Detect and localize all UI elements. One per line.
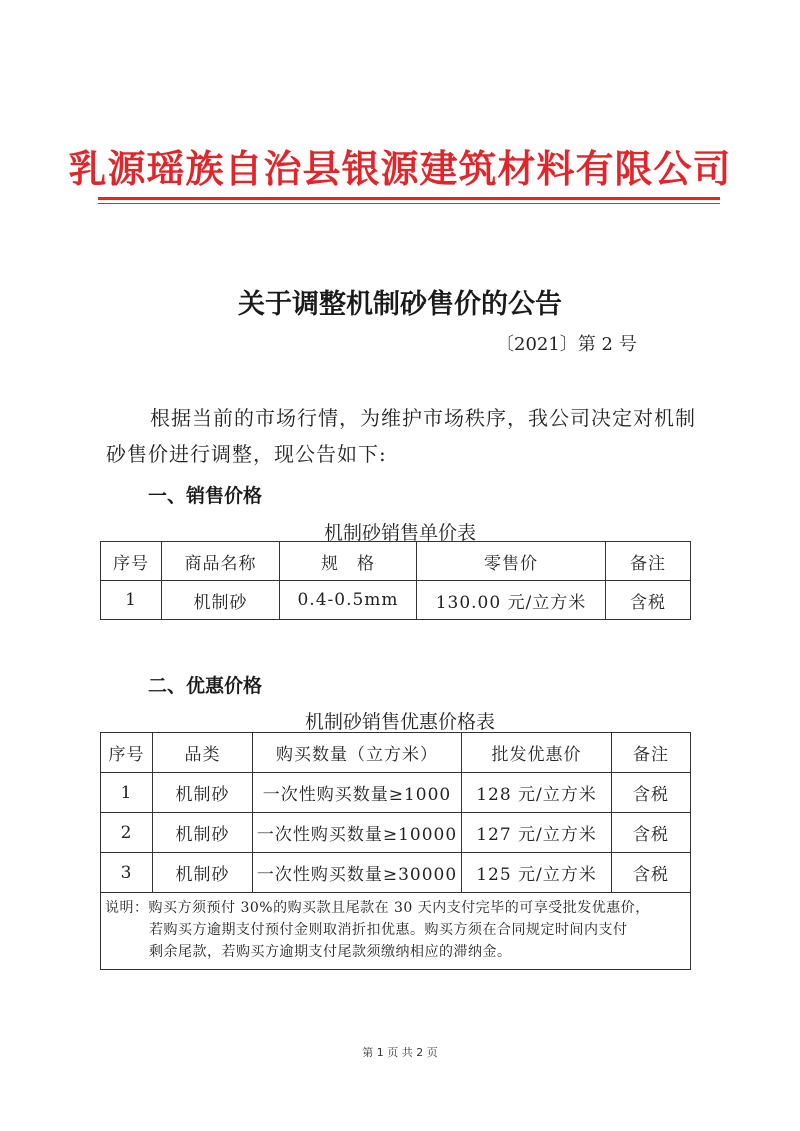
header-rule-thick [98,197,720,200]
table-header-row [101,542,691,581]
table-cell: 含税 [612,813,691,853]
discount-price-table [100,732,691,970]
table2-caption: 机制砂销售优惠价格表 [304,711,495,733]
header-cell: 序号 [101,542,162,581]
table-cell: 128 元/立方米 [462,773,612,813]
table-row [101,773,691,813]
table-cell: 1 [101,581,162,620]
header-cell: 规 格 [280,542,417,581]
table-cell: 3 [101,853,153,893]
table-cell: 125 元/立方米 [462,853,612,893]
table-row [101,581,691,620]
document-number: 〔2021〕第 2 号 [496,334,637,355]
table-cell: 含税 [606,581,691,620]
section1-heading: 一、销售价格 [148,485,263,507]
table-cell: 127 元/立方米 [462,813,612,853]
table-cell: 机制砂 [162,581,280,620]
table-row [101,853,691,893]
table-cell: 机制砂 [153,813,253,853]
header-cell: 商品名称 [162,542,280,581]
header-cell: 品类 [153,733,253,773]
table-row [101,813,691,853]
table-cell: 含税 [612,853,691,893]
table-cell: 1 [101,773,153,813]
table-header-row [101,733,691,773]
note-line: 若购买方逾期支付预付金则取消折扣优惠。购买方须在合同规定时间内支付 [149,922,628,938]
notice-title: 关于调整机制砂售价的公告 [238,289,562,320]
table-cell: 一次性购买数量≥1000 [253,773,462,813]
table-cell: 机制砂 [153,773,253,813]
table-cell: 机制砂 [153,853,253,893]
page-footer: 第 1 页 共 2 页 [362,1046,438,1059]
header-cell: 序号 [101,733,153,773]
header-cell: 备注 [612,733,691,773]
header-cell: 备注 [606,542,691,581]
table-cell: 2 [101,813,153,853]
table-cell: 130.00 元/立方米 [417,581,606,620]
header-rule-thin [98,203,720,204]
table-cell: 一次性购买数量≥10000 [253,813,462,853]
table-note [101,893,691,970]
section2-heading: 二、优惠价格 [148,675,263,697]
note-line: 说明：购买方须预付 30%的购买款且尾款在 30 天内支付完毕的可享受批发优惠价， [105,900,650,916]
table-note-row [101,893,691,970]
header-cell: 批发优惠价 [462,733,612,773]
header-cell: 零售价 [417,542,606,581]
table-cell: 一次性购买数量≥30000 [253,853,462,893]
table-cell: 0.4-0.5mm [280,581,417,620]
company-name: 乳源瑶族自治县银源建筑材料有限公司 [68,146,732,191]
note-line: 剩余尾款，若购买方逾期支付尾款须缴纳相应的滞纳金。 [149,944,512,960]
unit-price-table [100,541,691,620]
intro-paragraph-line2: 砂售价进行调整，现公告如下: [106,442,387,466]
intro-paragraph-line1: 根据当前的市场行情，为维护市场秩序，我公司决定对机制 [150,406,696,430]
table-cell: 含税 [612,773,691,813]
table1-caption: 机制砂销售单价表 [323,522,476,544]
header-cell: 购买数量（立方米） [253,733,462,773]
